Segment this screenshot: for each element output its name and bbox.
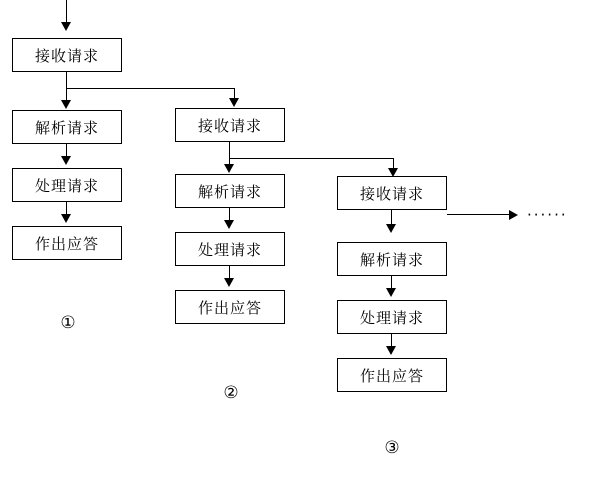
column-3-step-2-label: 解析请求 — [359, 250, 424, 269]
column-3-step-4-box[interactable] — [337, 358, 447, 392]
continuation-line — [447, 214, 513, 215]
column-1-step-2-box[interactable] — [12, 110, 122, 144]
column-1-step-1-label: 接收请求 — [34, 46, 99, 65]
column-1-connector-2-arrowhead — [61, 156, 71, 165]
entry-connector-arrowhead — [61, 22, 71, 31]
branch-1-to-2-horizontal — [66, 88, 234, 89]
column-3-connector-3-arrowhead — [386, 346, 396, 355]
column-2-step-1-label: 接收请求 — [197, 116, 262, 135]
column-2-connector-3-arrowhead — [224, 278, 234, 287]
column-1-step-4-box[interactable] — [12, 226, 122, 260]
entry-connector-line — [66, 0, 67, 24]
column-3-step-1-box[interactable] — [337, 176, 447, 210]
branch-2-to-3-stub — [229, 142, 230, 159]
column-2-step-1-box[interactable] — [175, 108, 285, 142]
column-1-connector-3-arrowhead — [61, 214, 71, 223]
continuation-dots: ······ — [527, 206, 568, 224]
continuation-arrowhead — [509, 210, 518, 220]
column-2-step-2-label: 解析请求 — [197, 182, 262, 201]
column-2-step-3-box[interactable] — [175, 232, 285, 266]
column-1-marker: ① — [60, 313, 76, 333]
column-2-step-4-box[interactable] — [175, 290, 285, 324]
column-3-connector-1-arrowhead — [386, 224, 396, 233]
column-3-step-1-label: 接收请求 — [359, 184, 424, 203]
column-2-step-4-label: 作出应答 — [197, 298, 262, 317]
column-1-step-3-label: 处理请求 — [34, 176, 99, 195]
column-1-step-1-box[interactable] — [12, 38, 122, 72]
column-3-step-2-box[interactable] — [337, 242, 447, 276]
branch-1-to-2-arrowhead — [229, 98, 239, 107]
branch-1-to-2-stub — [66, 72, 67, 89]
column-2-marker: ② — [223, 383, 239, 403]
column-1-connector-1-arrowhead — [61, 100, 71, 109]
column-3-step-3-label: 处理请求 — [359, 308, 424, 327]
column-2-connector-2-arrowhead — [224, 220, 234, 229]
column-3-step-4-label: 作出应答 — [359, 366, 424, 385]
column-1-step-4-label: 作出应答 — [34, 234, 99, 253]
column-1-step-2-label: 解析请求 — [34, 118, 99, 137]
column-1-step-3-box[interactable] — [12, 168, 122, 202]
column-2-connector-1-arrowhead — [224, 164, 234, 173]
column-3-step-3-box[interactable] — [337, 300, 447, 334]
branch-2-to-3-horizontal — [229, 158, 393, 159]
column-3-marker: ③ — [384, 438, 400, 458]
column-2-step-3-label: 处理请求 — [197, 240, 262, 259]
column-3-connector-2-arrowhead — [386, 288, 396, 297]
column-2-step-2-box[interactable] — [175, 174, 285, 208]
